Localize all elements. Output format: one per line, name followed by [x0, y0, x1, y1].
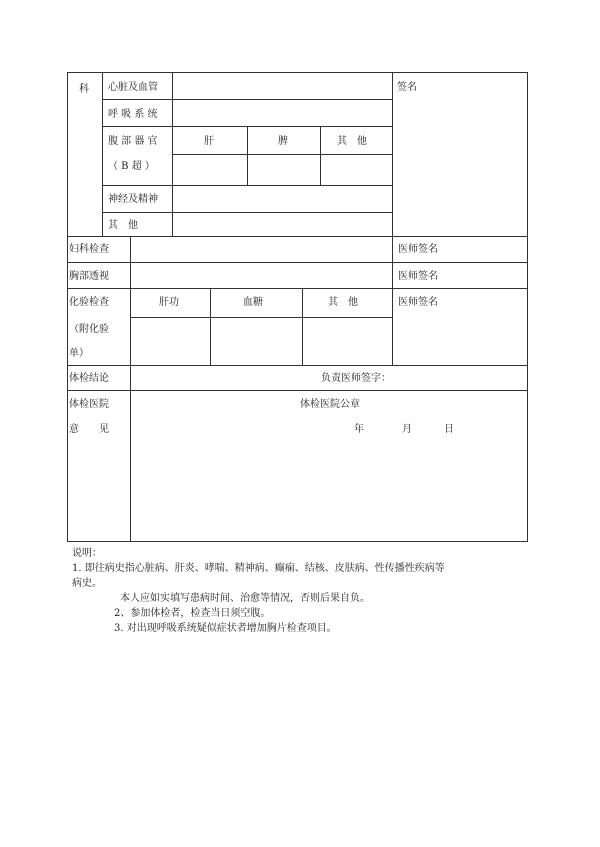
note-item-3: 3. 对出现呼吸系统疑似症状者增加胸片检查项目。: [114, 623, 337, 634]
conclusion-label: 体检结论: [69, 373, 109, 384]
note-item-2: 2、参加体检者，检查当日须空腹。: [114, 608, 271, 619]
other-organ-label: 其 他: [337, 136, 367, 147]
cardio-label: 心脏及血管: [108, 82, 158, 93]
hospital-label-line2: 意 见: [69, 424, 109, 435]
responsible-doctor-signature-label: 负责医师签字：: [321, 373, 391, 384]
lab-label-line2: （附化验: [69, 324, 109, 335]
internal-signature-label: 签名: [397, 82, 417, 93]
gyn-signature-label: 医师签名: [398, 244, 438, 255]
date-day-label: 日: [444, 424, 454, 435]
lab-signature-label: 医师签名: [398, 297, 438, 308]
note-item-1-line3: 本人应如实填写患病时间、治愈等情况，否则后果自负。: [120, 593, 370, 604]
hospital-seal-label: 体检医院公章: [300, 399, 360, 410]
note-item-1-line1: 1. 即往病史指心脏病、肝炎、哮喘、精神病、癫痫、结核、皮肤病、性传播性疾病等: [72, 563, 445, 574]
lab-label-line3: 单）: [69, 348, 89, 359]
blood-sugar-label: 血糖: [243, 297, 263, 308]
abdomen-label: 腹 部 器 官: [108, 136, 158, 147]
other-label: 其 他: [108, 220, 138, 231]
medical-exam-form: [67, 72, 528, 542]
notes-title: 说明：: [72, 548, 102, 559]
note-item-1-line2: 病史。: [72, 578, 102, 589]
neuro-label: 神经及精神: [108, 194, 158, 205]
liver-label: 肝: [204, 136, 214, 147]
notes-section: [72, 546, 532, 636]
spleen-label: 脾: [278, 136, 288, 147]
lab-other-label: 其 他: [328, 297, 358, 308]
date-year-label: 年: [354, 424, 364, 435]
chest-label: 胸部透视: [69, 271, 109, 282]
b-ultrasound-label: （ B 超 ）: [108, 161, 155, 172]
lab-label-line1: 化验检查: [69, 297, 109, 308]
liver-function-label: 肝功: [159, 297, 179, 308]
respiratory-label: 呼 吸 系 统: [108, 109, 158, 120]
internal-section-label: 科: [79, 84, 89, 95]
chest-signature-label: 医师签名: [398, 271, 438, 282]
hospital-label-line1: 体检医院: [69, 399, 109, 410]
gyn-label: 妇科检查: [69, 244, 109, 255]
date-month-label: 月: [402, 424, 412, 435]
